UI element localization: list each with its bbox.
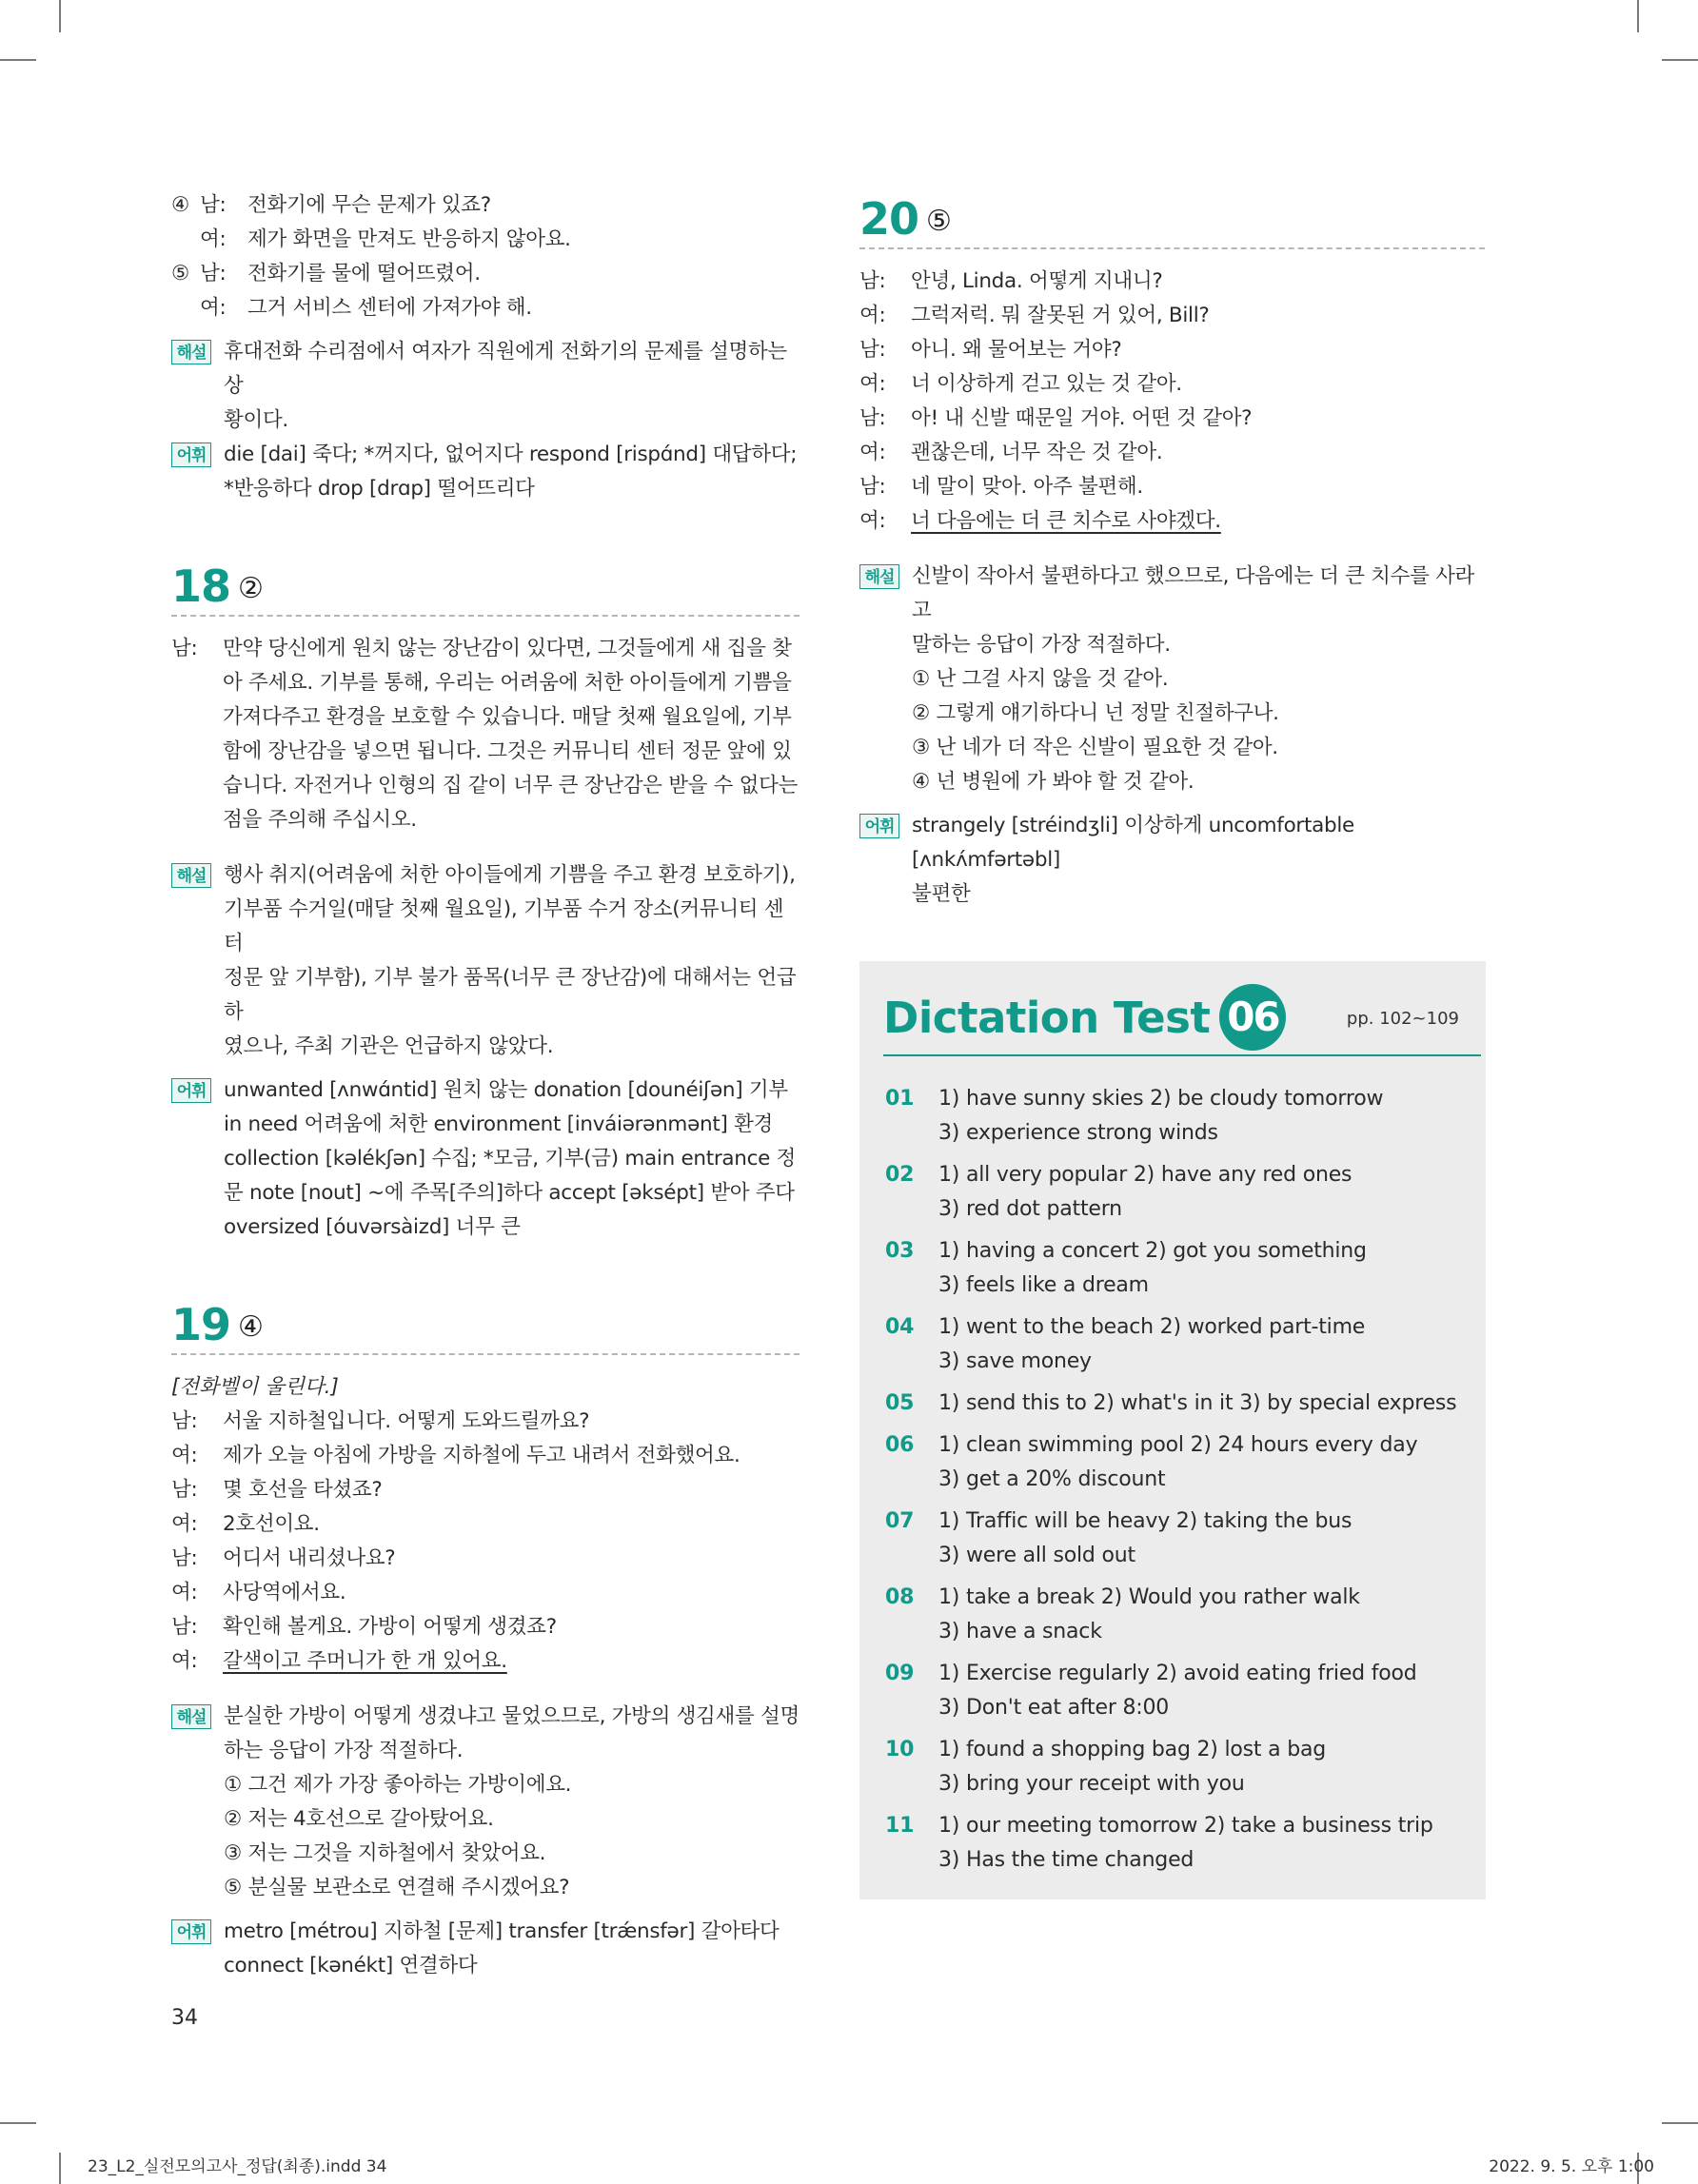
script-line: ④ 남: 전화기에 무슨 문제가 있죠? (171, 193, 491, 217)
list-item: 02 1) all very popular 2) have any red ones 3) red dot pattern (885, 1163, 1352, 1221)
explanation-tag: 해설 (171, 340, 211, 364)
q18-script: 남: 만약 당신에게 원치 않는 장난감이 있다면, 그것들에게 새 집을 찾 아 주세요. 기부를 통해, 우리는 어려움에 처한 아이들에게 기쁨을 가져다주고 환경을 보호할 수 있습니다. 매달 첫째 월요일에, 기부 함에 장난감을 넣으면 됩니다. 그것은 커뮤니티 센터 정문 앞에 있 습니다. 자전거나 인형의 집 같이 너무 큰 장난감은 받을 수 없다는 점을 주의해 주십시오. (171, 637, 799, 832)
script-line: 여: 그거 서비스 센터에 가져가야 해. (200, 296, 532, 320)
page-number: 34 (171, 2006, 198, 2030)
q20-explanation: 해설 신발이 작아서 불편하다고 했으므로, 다음에는 더 큰 치수를 사라고 말하는 응답이 가장 적절하다. ① 난 그걸 사지 않을 것 같아. ② 그렇게 얘기하다니 넌 정말 친절하구나. ③ 난 네가 더 작은 신발이 필요한 것 같아. ④ 넌 병원에 가 봐야 할 것 같아. (859, 560, 1485, 799)
list-item: 06 1) clean swimming pool 2) 24 hours every day 3) get a 20% discount (885, 1433, 1418, 1491)
script-line: 여: 너 이상하게 걷고 있는 것 같아. (859, 372, 1182, 396)
q20-heading (859, 188, 1485, 244)
crop-mark (59, 0, 61, 32)
script-line: 남: 서울 지하철입니다. 어떻게 도와드릴까요? (171, 1409, 590, 1433)
vocabulary-tag: 어휘 (859, 814, 899, 838)
q18-explanation: 해설 행사 취지(어려움에 처한 아이들에게 기쁨을 주고 환경 보호하기), 기부품 수거일(매달 첫째 월요일), 기부품 수거 장소(커뮤니티 센터 정문 앞 기부함), 기부 불가 품목(너무 큰 장난감)에 대해서는 언급하 였으나, 주최 기관은 언급하지 않았다. (171, 858, 800, 1064)
page-reference: pp. 102~109 (1346, 1009, 1459, 1029)
stage-direction: [전화벨이 울린다.] (171, 1375, 339, 1399)
dictation-title: Dictation Test 06 (883, 984, 1286, 1051)
list-item: 09 1) Exercise regularly 2) avoid eating fried food 3) Don't eat after 8:00 (885, 1662, 1417, 1720)
crop-mark (59, 2153, 61, 2184)
vocabulary-tag: 어휘 (171, 1078, 211, 1103)
answer-mark: ⑤ (926, 205, 952, 238)
q19-script (171, 1405, 800, 1679)
q17-explanation: 해설 휴대전화 수리점에서 여자가 직원에게 전화기의 문제를 설명하는 상 황이다. (171, 335, 800, 438)
crop-mark (1662, 2122, 1698, 2124)
title-rule (883, 1054, 1481, 1056)
script-line: 여: 제가 화면을 만져도 반응하지 않아요. (200, 227, 571, 251)
explanation-tag: 해설 (171, 863, 211, 888)
q20-script (859, 265, 1485, 539)
crop-mark (0, 59, 36, 61)
footer-date: 2022. 9. 5. 오후 1:00 (1489, 2157, 1654, 2176)
dashed-divider (171, 615, 800, 617)
q19-heading (171, 1294, 800, 1349)
list-item: 07 1) Traffic will be heavy 2) taking the bus 3) were all sold out (885, 1509, 1352, 1567)
dictation-list (885, 1082, 1475, 1885)
explanation-tag: 해설 (859, 564, 899, 589)
list-item: 05 1) send this to 2) what's in it 3) by special express (885, 1391, 1457, 1415)
script-line: 남: 어디서 내리셨나요? (171, 1546, 396, 1570)
q19-vocabulary: 어휘 metro [métrou] 지하철 [문제] transfer [trǽnsfər] 갈아타다 connect [kənékt] 연결하다 (171, 1915, 800, 1983)
answer-mark: ② (238, 572, 264, 605)
crop-mark (1637, 0, 1639, 32)
script-line: 남: 안녕, Linda. 어떻게 지내니? (859, 269, 1163, 293)
q19-explanation: 해설 분실한 가방이 어떻게 생겼냐고 물었으므로, 가방의 생김새를 설명 하는 응답이 가장 적절하다. ① 그건 제가 가장 좋아하는 가방이에요. ② 저는 4호선으로 갈아탔어요. ③ 저는 그것을 지하철에서 찾았어요. ⑤ 분실물 보관소로 연결해 주시겠어요? (171, 1700, 800, 1905)
footer-file: 23_L2_실전모의고사_정답(최종).indd 34 (88, 2157, 387, 2176)
q18-vocabulary: 어휘 unwanted [ʌnwɑ́ntid] 원치 않는 donation [dounéiʃən] 기부 in need 어려움에 처한 environment [inváiərənmənt] 환경 collection [kəlékʃən] 수집; *모금, 기부(금) main entrance 정 문 note [nout] ~에 주목[주의]하다 accept [əksépt] 받아 주다 oversized [óuvərsàizd] 너무 큰 (171, 1073, 800, 1245)
q20-vocabulary: 어휘 strangely [stréindʒli] 이상하게 uncomfortable [ʌnkʌ́mfərtəbl] 불편한 (859, 809, 1485, 912)
explanation-tag: 해설 (171, 1704, 211, 1729)
q18-heading (171, 556, 800, 611)
script-line: 남: 확인해 볼게요. 가방이 어떻게 생겼죠? (171, 1615, 557, 1639)
q17-vocabulary: 어휘 die [dai] 죽다; *꺼지다, 없어지다 respond [rispɑ́nd] 대답하다; *반응하다 drop [drɑp] 떨어뜨리다 (171, 438, 800, 506)
script-line: 여: 괜찮은데, 너무 작은 것 같아. (859, 441, 1163, 464)
list-item: 01 1) have sunny skies 2) be cloudy tomorrow 3) experience strong winds (885, 1087, 1384, 1145)
script-line-answer: 여: 갈색이고 주머니가 한 개 있어요. (171, 1649, 507, 1673)
left-column (171, 188, 800, 1983)
question-number: 20 (859, 193, 919, 245)
dashed-divider (859, 247, 1485, 249)
vocabulary-tag: 어휘 (171, 1919, 211, 1944)
script-line: 여: 그럭저럭. 뭐 잘못된 거 있어, Bill? (859, 304, 1210, 327)
script-line: 남: 아니. 왜 물어보는 거야? (859, 338, 1122, 362)
list-item: 08 1) take a break 2) Would you rather walk 3) have a snack (885, 1585, 1360, 1643)
right-column (859, 188, 1485, 912)
dashed-divider (171, 1353, 800, 1355)
question-number: 19 (171, 1299, 231, 1350)
crop-mark (0, 2122, 36, 2124)
dictation-test-box (859, 961, 1486, 1899)
list-item: 11 1) our meeting tomorrow 2) take a business trip 3) Has the time changed (885, 1814, 1433, 1872)
dictation-number-badge: 06 (1219, 984, 1286, 1051)
script-line: 여: 2호선이요. (171, 1512, 320, 1536)
script-line: 여: 제가 오늘 아침에 가방을 지하철에 두고 내려서 전화했어요. (171, 1444, 740, 1467)
question-number: 18 (171, 561, 231, 612)
script-line: ⑤ 남: 전화기를 물에 떨어뜨렸어. (171, 262, 481, 285)
list-item: 10 1) found a shopping bag 2) lost a bag 3) bring your receipt with you (885, 1738, 1327, 1796)
script-line-answer: 여: 너 다음에는 더 큰 치수로 사야겠다. (859, 509, 1221, 533)
crop-mark (1662, 59, 1698, 61)
list-item: 04 1) went to the beach 2) worked part-time 3) save money (885, 1315, 1366, 1373)
script-line: 남: 아! 내 신발 때문일 거야. 어떤 것 같아? (859, 406, 1253, 430)
q17-script-continued (171, 188, 800, 325)
answer-mark: ④ (238, 1310, 264, 1344)
script-line: 남: 네 말이 맞아. 아주 불편해. (859, 475, 1143, 499)
list-item: 03 1) having a concert 2) got you something 3) feels like a dream (885, 1239, 1367, 1297)
vocabulary-tag: 어휘 (171, 443, 211, 467)
script-line: 여: 사당역에서요. (171, 1581, 346, 1604)
script-line: 남: 몇 호선을 타셨죠? (171, 1478, 383, 1502)
